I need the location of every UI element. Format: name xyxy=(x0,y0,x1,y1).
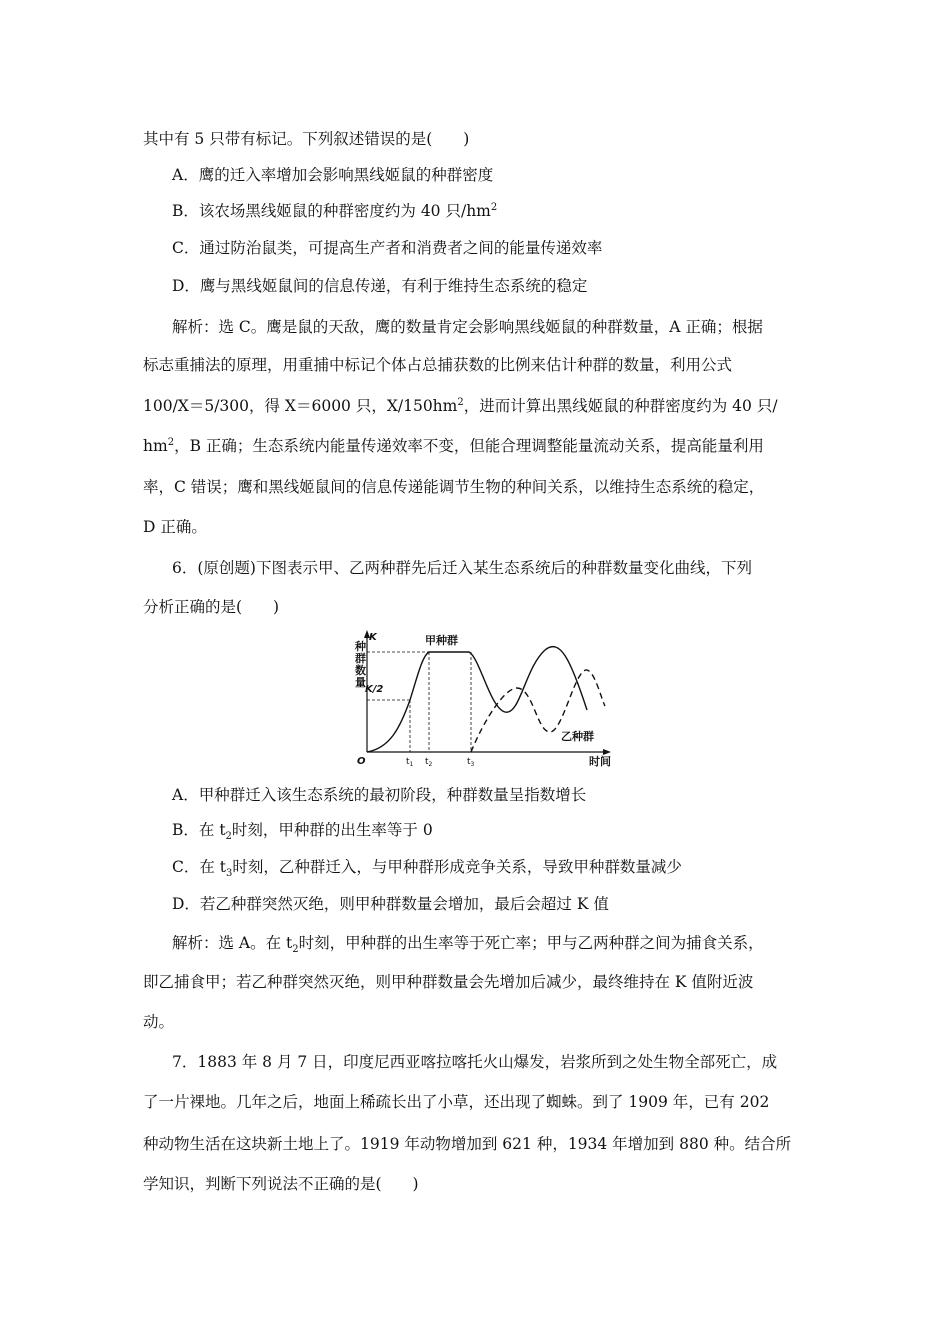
q7-line-4: 学知识，判断下列说法不正确的是( ) xyxy=(143,1175,419,1193)
q6-option-c: C．在 $t_3$时刻，乙种群迁入，与甲种群形成竞争关系，导致甲种群数量减少 xyxy=(172,858,682,880)
q6-analysis-line-3: 动。 xyxy=(143,1013,175,1031)
q5-option-c: C．通过防治鼠类，可提高生产者和消费者之间的能量传递效率 xyxy=(172,239,603,257)
q5-analysis-line-3: 100/X＝5/300，得 X＝6000 只，$X/150hm^2$，进而计算出黑线姬鼠的种群密度约为 40 只/ xyxy=(143,396,778,415)
species-b-label: 乙种群 xyxy=(561,730,594,743)
q5-option-a: A．鹰的迁入率增加会影响黑线姬鼠的种群密度 xyxy=(172,166,494,184)
y-label-char-4: 量 xyxy=(355,676,366,689)
q5-stem-end: 其中有 5 只带有标记。下列叙述错误的是( ) xyxy=(143,130,470,148)
q6-option-d: D．若乙种群突然灭绝，则甲种群数量会增加，最后会超过 K 值 xyxy=(172,895,609,913)
q6-analysis-line-1: 解析：选 A。在 $t_2$时刻，甲种群的出生率等于死亡率；甲与乙两种群之间为捕食关系， xyxy=(172,934,764,956)
q6-stem-line-2: 分析正确的是( ) xyxy=(143,598,280,616)
t2-label: $t_2$ xyxy=(425,757,433,768)
q7-line-1: 7．1883 年 8 月 7 日，印度尼西亚喀拉喀托火山爆发，岩浆所到之处生物全部死亡，成 xyxy=(172,1053,778,1071)
x-axis-label: 时间 xyxy=(589,755,611,768)
q6-option-b: B．在 $t_2$时刻，甲种群的出生率等于 0 xyxy=(172,821,433,843)
q5-analysis-line-2: 标志重捕法的原理，用重捕中标记个体占总捕获数的比例来估计种群的数量，利用公式 xyxy=(143,356,733,374)
q5-option-b: B．该农场黑线姬鼠的种群密度约为 40 只$/hm^2$ xyxy=(172,201,498,220)
t3-label: $t_3$ xyxy=(467,757,475,768)
q5-analysis-line-6: D 正确。 xyxy=(143,518,207,536)
species-a-curve xyxy=(367,647,587,752)
q5-analysis-line-5: 率，C 错误；鹰和黑线姬鼠间的信息传递能调节生物的种间关系，以维持生态系统的稳定， xyxy=(143,478,765,496)
q6-stem-line-1: 6．(原创题)下图表示甲、乙两种群先后迁入某生态系统后的种群数量变化曲线，下列 xyxy=(172,559,752,577)
t1-label: $t_1$ xyxy=(406,757,414,768)
q7-line-3: 种动物生活在这块新土地上了。1919 年动物增加到 621 种，1934 年增加到 880 种。结合所 xyxy=(143,1135,792,1153)
y-label-char-3: 数 xyxy=(355,664,366,677)
population-curve-figure xyxy=(355,628,617,770)
origin-label: O xyxy=(357,756,366,767)
q6-option-a: A．甲种群迁入该生态系统的最初阶段，种群数量呈指数增长 xyxy=(172,786,587,804)
q6-analysis-line-2: 即乙捕食甲；若乙种群突然灭绝，则甲种群数量会先增加后减少，最终维持在 K 值附近波 xyxy=(143,973,754,991)
y-label-char-1: 种 xyxy=(355,640,366,653)
q7-line-2: 了一片裸地。几年之后，地面上稀疏长出了小草，还出现了蜘蛛。到了 1909 年，已有 202 xyxy=(143,1093,770,1111)
q5-option-d: D．鹰与黑线姬鼠间的信息传递，有利于维持生态系统的稳定 xyxy=(172,277,588,295)
y-label-char-2: 群 xyxy=(355,652,366,665)
q5-analysis-line-1: 解析：选 C。鹰是鼠的天敌，鹰的数量肯定会影响黑线姬鼠的种群数量，A 正确；根据 xyxy=(172,318,763,336)
k-half-label: K/2 xyxy=(365,684,384,695)
k-label: K xyxy=(369,632,377,643)
q5-analysis-line-4: $hm^2$，B 正确；生态系统内能量传递效率不变，但能合理调整能量流动关系，提高能量利用 xyxy=(143,436,764,455)
species-a-label: 甲种群 xyxy=(425,634,458,647)
